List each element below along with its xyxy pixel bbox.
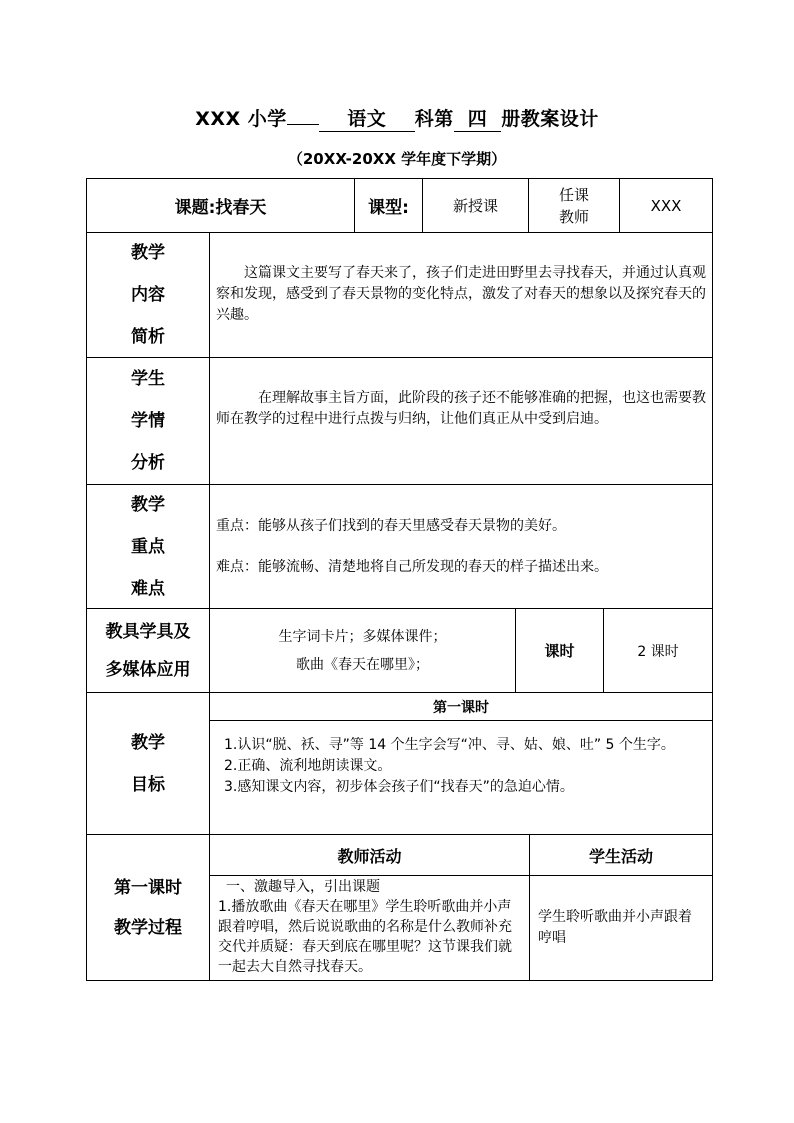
- keypoints-row: [86, 485, 713, 609]
- topic-row: [86, 178, 713, 233]
- key-point-text: 重点：能够从孩子们找到的春天里感受春天景物的美好。: [216, 517, 566, 534]
- goals-label-1: 教学: [131, 732, 165, 753]
- content-label-1: 教学: [131, 243, 165, 263]
- teacher-value: XXX: [619, 179, 712, 232]
- keypoints-text-cell: [209, 485, 712, 608]
- topic-cell: 课题:找春天: [174, 198, 267, 218]
- keypoints-label-1: 教学: [131, 494, 165, 515]
- content-label-3: 简析: [131, 327, 165, 347]
- process-label: [87, 835, 209, 980]
- analysis-label-2: 学情: [131, 411, 165, 431]
- goals-heading: 第一课时: [210, 693, 712, 721]
- content-text: 这篇课文主要写了春天来了，孩子们走进田野里去寻找春天，并通过认真观察和发现，感受到了春天景物的变化特点，激发了对春天的想象以及探究春天的兴趣。: [216, 265, 706, 323]
- content-text-cell: [209, 233, 712, 357]
- keypoints-label-3: 难点: [131, 578, 165, 599]
- analysis-text: 在理解故事主旨方面，此阶段的孩子还不能够准确的把握，也这也需要教师在教学的过程中进行点拨与归纳，让他们真正从中受到启迪。: [216, 390, 706, 427]
- student-activity-cell: [529, 875, 712, 980]
- goals-label-2: 目标: [131, 774, 165, 795]
- tools-label: [87, 609, 209, 692]
- teacher-label-line2: 教师: [558, 207, 589, 226]
- term-subtitle: （20XX-20XX 学年度下学期）: [287, 150, 507, 168]
- title-mid: 科第: [414, 108, 454, 130]
- content-label-2: 内容: [131, 285, 165, 305]
- hours-value: 2 课时: [603, 609, 712, 692]
- process-label-1: 第一课时: [114, 877, 182, 898]
- process-header: [210, 835, 712, 876]
- tools-label-1: 教具学具及: [105, 621, 191, 642]
- teacher-activity-text: 1.播放歌曲《春天在哪里》学生聆听歌曲并小声跟着哼唱，然后说说歌曲的名称是什么教师补充交代并质疑：春天到底在哪里呢？这节课我们就一起去大自然寻找春天。: [218, 899, 512, 975]
- tools-row: [86, 609, 713, 693]
- process-label-2: 教学过程: [114, 917, 182, 938]
- goals-content: [209, 693, 712, 834]
- analysis-label-1: 学生: [131, 369, 165, 389]
- student-activity-text: 学生聆听歌曲并小声跟着哼唱: [538, 908, 692, 946]
- teacher-label-line1: 任课: [558, 185, 589, 204]
- analysis-row: [86, 358, 713, 485]
- blank-underline: [287, 124, 319, 125]
- tools-text-cell: [209, 609, 515, 692]
- document-title: [0, 104, 794, 132]
- student-activity-header: 学生活动: [529, 835, 712, 875]
- subject-field: 语文: [319, 107, 415, 132]
- title-suffix: 册教案设计: [501, 108, 599, 130]
- volume-field: 四: [454, 107, 502, 132]
- tools-label-2: 多媒体应用: [105, 659, 191, 680]
- teacher-activity-cell: [210, 875, 529, 980]
- analysis-label: [87, 358, 209, 484]
- content-label: [87, 233, 209, 357]
- process-row: [86, 835, 713, 981]
- analysis-label-3: 分析: [131, 453, 165, 473]
- goal-item-2: 2.正确、流利地朗读课文。: [224, 758, 392, 774]
- teacher-activity-header: 教师活动: [337, 846, 402, 866]
- teacher-label: [528, 179, 619, 232]
- process-section-title: 一、激趣导入，引出课题: [226, 879, 380, 895]
- keypoints-label: [87, 485, 209, 608]
- keypoints-label-2: 重点: [131, 536, 165, 557]
- goals-row: [86, 693, 713, 835]
- analysis-text-cell: [209, 358, 712, 484]
- goal-item-1: 1.认识“脱、袄、寻”等 14 个生字会写“冲、寻、姑、娘、吐” 5 个生字。: [224, 737, 675, 753]
- lesson-plan-table: [86, 178, 713, 981]
- type-value: 新授课: [422, 179, 528, 232]
- hours-label: 课时: [515, 609, 603, 692]
- tools-line1: 生字词卡片；多媒体课件；: [278, 628, 447, 645]
- goals-label: [87, 693, 209, 834]
- goals-list: [210, 721, 712, 798]
- process-content: [209, 835, 712, 980]
- goal-item-3: 3.感知课文内容，初步体会孩子们“找春天”的急迫心情。: [224, 779, 574, 795]
- content-row: [86, 233, 713, 358]
- school-name: XXX 小学: [195, 108, 287, 130]
- difficult-point-text: 难点：能够流畅、清楚地将自己所发现的春天的样子描述出来。: [216, 558, 608, 575]
- type-label: 课型:: [354, 179, 422, 232]
- tools-line2: 歌曲《春天在哪里》；: [296, 656, 429, 673]
